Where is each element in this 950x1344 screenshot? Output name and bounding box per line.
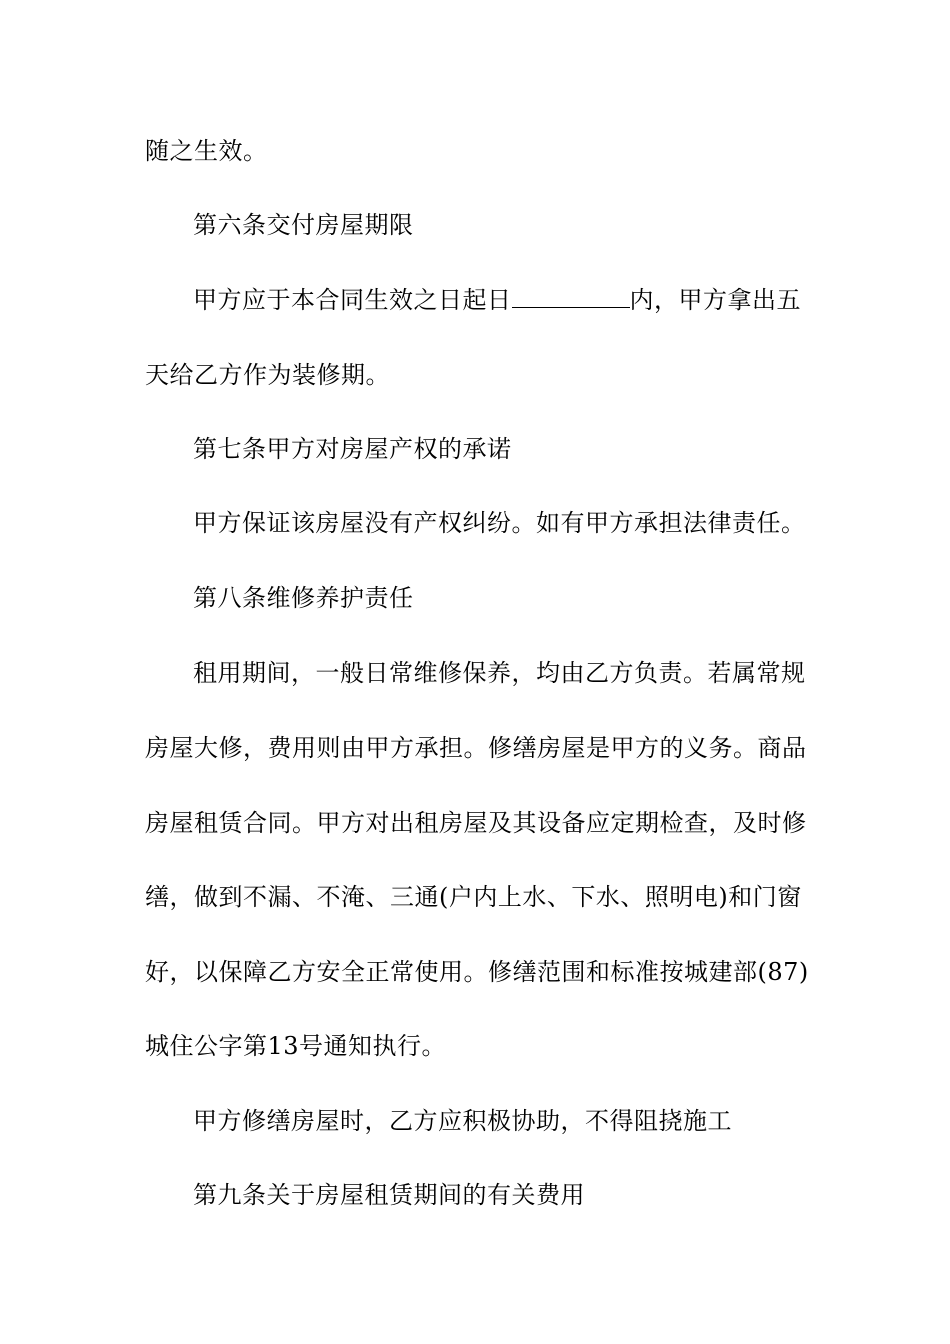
paragraph-line: 好，以保障乙方安全正常使用。修缮范围和标准按城建部(87) bbox=[145, 958, 809, 986]
fill-in-blank bbox=[512, 287, 630, 308]
article-heading-9: 第九条关于房屋租赁期间的有关费用 bbox=[193, 1181, 585, 1209]
article-heading-6: 第六条交付房屋期限 bbox=[193, 211, 414, 239]
paragraph-line: 天给乙方作为装修期。 bbox=[145, 361, 390, 389]
paragraph-line: 租用期间，一般日常维修保养，均由乙方负责。若属常规 bbox=[193, 659, 806, 687]
paragraph-line bbox=[193, 285, 801, 315]
paragraph-line: 甲方保证该房屋没有产权纠纷。如有甲方承担法律责任。 bbox=[193, 509, 806, 537]
paragraph-line: 甲方修缮房屋时，乙方应积极协助，不得阻挠施工 bbox=[193, 1107, 732, 1135]
paragraph-line: 房屋大修，费用则由甲方承担。修缮房屋是甲方的义务。商品 bbox=[145, 734, 807, 762]
paragraph-line: 缮，做到不漏、不淹、三通(户内上水、下水、照明电)和门窗 bbox=[145, 883, 802, 911]
paragraph-line: 城住公字第13号通知执行。 bbox=[145, 1032, 447, 1060]
line-text-after-blank: 内，甲方拿出五 bbox=[629, 286, 801, 314]
article-heading-7: 第七条甲方对房屋产权的承诺 bbox=[193, 435, 512, 463]
line-text-before-blank: 甲方应于本合同生效之日起日 bbox=[193, 286, 512, 314]
article-heading-8: 第八条维修养护责任 bbox=[193, 584, 414, 612]
paragraph-line: 房屋租赁合同。甲方对出租房屋及其设备应定期检查，及时修 bbox=[145, 809, 807, 837]
paragraph-line: 随之生效。 bbox=[145, 137, 268, 165]
